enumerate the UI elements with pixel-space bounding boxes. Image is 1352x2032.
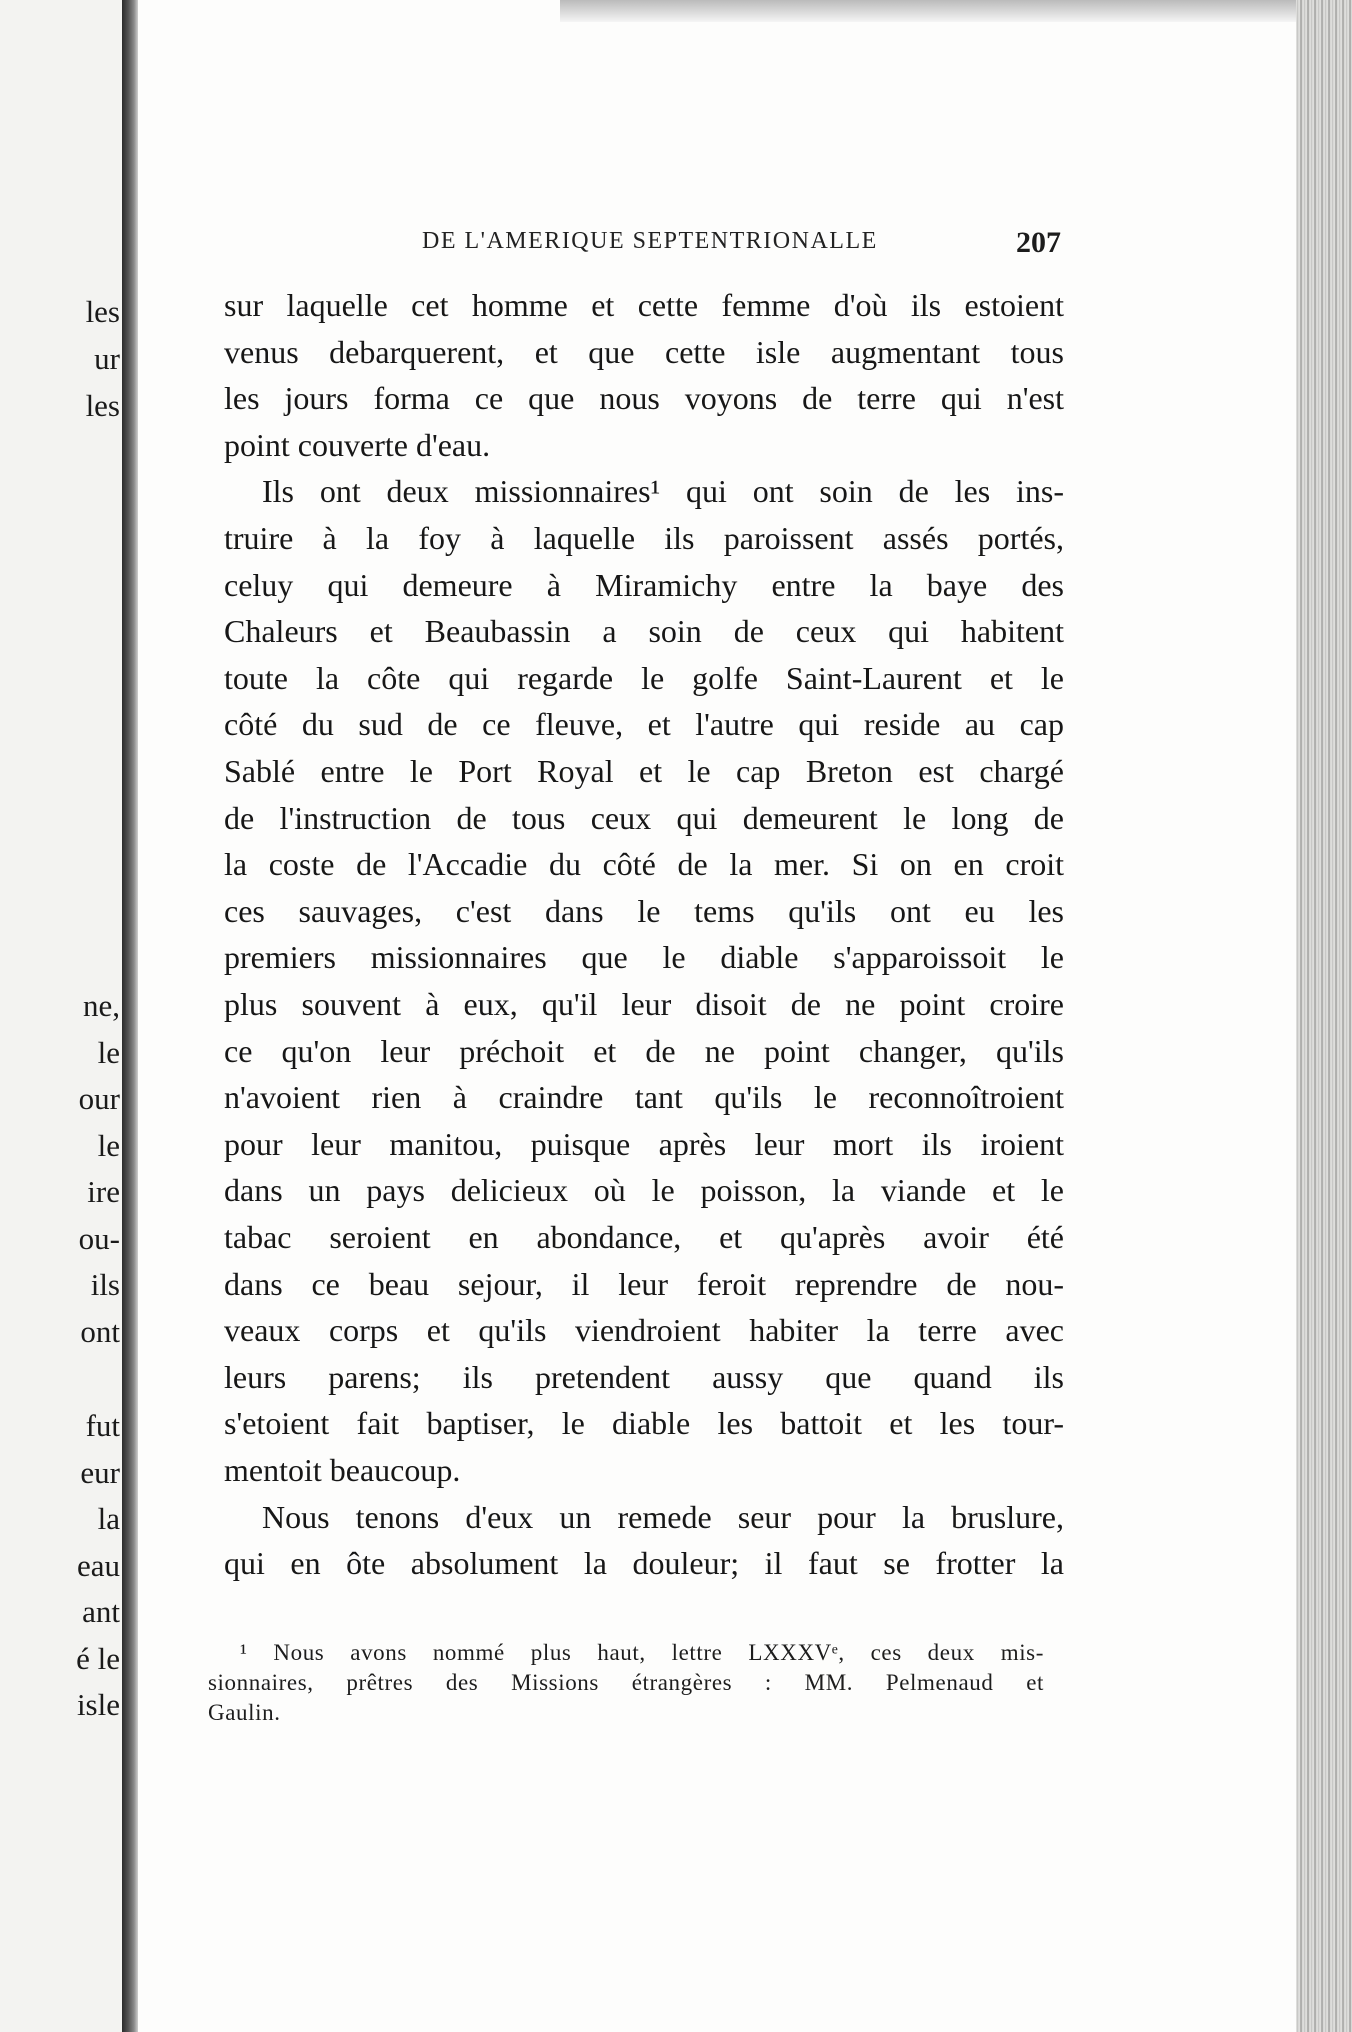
body-line: dans un pays delicieux où le poisson, la viande et le (224, 1172, 1064, 1209)
book-gutter (122, 0, 138, 2032)
body-line: celuy qui demeure à Miramichy entre la baye des (224, 566, 1064, 603)
body-line: Nous tenons d'eux un remede seur pour la bruslure, (262, 1498, 1064, 1535)
body-line: côté du sud de ce fleuve, et l'autre qui reside au cap (224, 706, 1064, 743)
facing-page-fragment: eur (80, 1454, 120, 1490)
body-line: Sablé entre le Port Royal et le cap Breton est chargé (224, 753, 1064, 789)
page-number: 207 (1016, 226, 1061, 259)
footnote-line: ¹ Nous avons nommé plus haut, lettre LXXXVᵉ, ces deux mis- (240, 1640, 1044, 1665)
facing-page-fragment: eau (76, 1547, 120, 1583)
facing-page-fragment: ont (80, 1313, 120, 1349)
body-line: sur laquelle cet homme et cette femme d'où ils estoient (224, 287, 1064, 323)
facing-page-fragment: les (85, 294, 120, 329)
facing-page-fragment: ire (87, 1174, 120, 1209)
body-line: leurs parens; ils pretendent aussy que quand ils (224, 1358, 1064, 1395)
page-top-shadow (560, 0, 1300, 22)
facing-page-fragment: ils (90, 1267, 120, 1302)
body-line: la coste de l'Accadie du côté de la mer. Si on en croit (224, 846, 1064, 883)
facing-page-fragment: les (85, 388, 120, 423)
body-line: Chaleurs et Beaubassin a soin de ceux qui habitent (224, 613, 1064, 650)
body-line: venus debarquerent, et que cette isle augmentant tous (224, 333, 1064, 370)
body-line: qui en ôte absolument la douleur; il faut se frotter la (224, 1545, 1064, 1582)
body-line: s'etoient fait baptiser, le diable les battoit et les tour- (224, 1405, 1064, 1442)
body-line: n'avoient rien à craindre tant qu'ils le reconnoîtroient (224, 1079, 1064, 1116)
facing-page-fragment: le (97, 1034, 120, 1070)
facing-page-fragment: le (97, 1127, 120, 1163)
body-line: de l'instruction de tous ceux qui demeurent le long de (224, 799, 1064, 836)
facing-page-fragment: isle (76, 1687, 120, 1722)
body-line: truire à la foy à laquelle ils paroissent assés portés, (224, 520, 1064, 556)
facing-page-fragment: ou- (78, 1220, 120, 1256)
facing-page-edge (0, 0, 122, 2032)
body-line: ces sauvages, c'est dans le tems qu'ils ont eu les (224, 892, 1064, 929)
facing-page-fragment: our (78, 1081, 120, 1116)
page-stack-edge (1296, 0, 1352, 2032)
body-line: point couverte d'eau. (224, 426, 491, 463)
body-line: mentoit beaucoup. (224, 1452, 461, 1488)
facing-page-fragment: é le (76, 1640, 120, 1676)
body-line: pour leur manitou, puisque après leur mort ils iroient (224, 1125, 1064, 1162)
facing-page-fragment: fut (85, 1408, 120, 1443)
footnote-line: sionnaires, prêtres des Missions étrangères : MM. Pelmenaud et (208, 1670, 1044, 1695)
body-line: les jours forma ce que nous voyons de terre qui n'est (224, 380, 1064, 417)
body-line: tabac seroient en abondance, et qu'après avoir été (224, 1219, 1064, 1255)
body-line: Ils ont deux missionnaires¹ qui ont soin de les ins- (262, 473, 1064, 510)
facing-page-fragment: ne, (82, 988, 120, 1023)
body-line: premiers missionnaires que le diable s'apparoissoit le (224, 939, 1064, 976)
facing-page-fragment: la (97, 1501, 120, 1536)
facing-page-fragment: ant (82, 1594, 120, 1629)
running-head: DE L'AMERIQUE SEPTENTRIONALLE (422, 228, 878, 254)
body-line: veaux corps et qu'ils viendroient habiter la terre avec (224, 1312, 1064, 1349)
facing-page-fragment: ur (94, 341, 120, 376)
body-line: ce qu'on leur préchoit et de ne point changer, qu'ils (224, 1032, 1064, 1069)
body-line: dans ce beau sejour, il leur feroit reprendre de nou- (224, 1265, 1064, 1302)
footnote-line: Gaulin. (208, 1700, 281, 1725)
body-line: toute la côte qui regarde le golfe Saint-Laurent et le (224, 659, 1064, 696)
body-line: plus souvent à eux, qu'il leur disoit de ne point croire (224, 986, 1064, 1022)
